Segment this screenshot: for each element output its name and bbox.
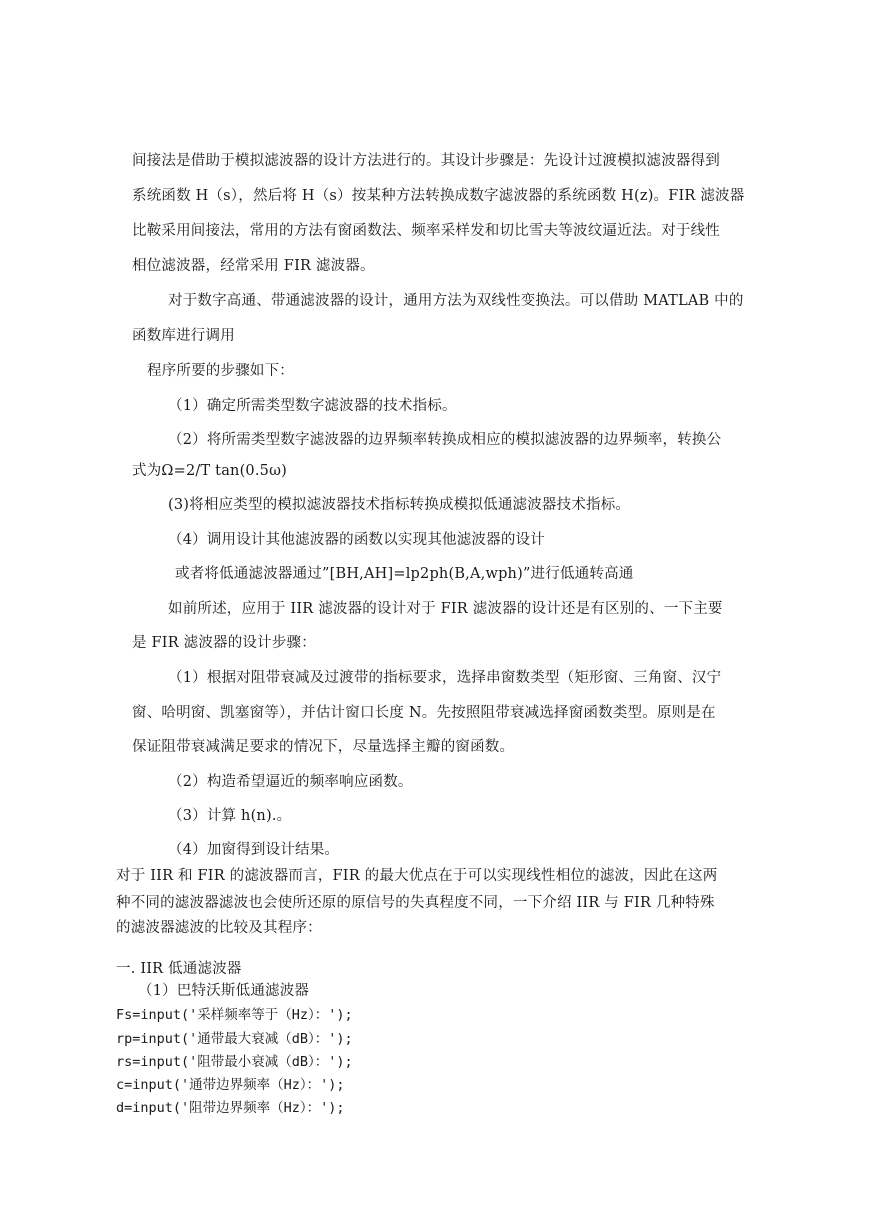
code-line: d=input('阻带边界频率（Hz）：');	[116, 1100, 345, 1116]
paragraph-line: 间接法是借助于模拟滤波器的设计方法进行的。其设计步骤是：先设计过渡模拟滤波器得到	[132, 153, 720, 169]
paragraph-line: 对于 IIR 和 FIR 的滤波器而言，FIR 的最大优点在于可以实现线性相位的滤波，因此在这两	[116, 868, 718, 884]
code-line: Fs=input('采样频率等于（Hz）：');	[116, 1007, 353, 1023]
step-line: （2）构造希望逼近的频率响应函数。	[168, 774, 413, 790]
step-line: （4）调用设计其他滤波器的函数以实现其他滤波器的设计	[168, 532, 545, 548]
code-line: rs=input('阻带最小衰减（dB）：');	[116, 1054, 353, 1070]
paragraph-line: 比鞍采用间接法，常用的方法有窗函数法、频率采样发和切比雪夫等波纹逼近法。对于线性	[132, 223, 720, 239]
paragraph-line: 保证阻带衰减满足要求的情况下，尽量选择主瓣的窗函数。	[132, 739, 515, 755]
paragraph-line: 种不同的滤波器滤波也会使所还原的原信号的失真程度不同，一下介绍 IIR 与 FIR 几种特殊	[116, 895, 715, 911]
paragraph-line: 系统函数 H（s），然后将 H（s）按某种方法转换成数字滤波器的系统函数 H(z)。FIR 滤波器	[132, 188, 745, 204]
step-line: 或者将低通滤波器通过”[BH,AH]=lp2ph(B,A,wph)”进行低通转高通	[175, 566, 634, 582]
paragraph-line: 的滤波器滤波的比较及其程序：	[116, 920, 322, 936]
code-line: c=input('通带边界频率（Hz）：');	[116, 1077, 345, 1093]
step-line: （2）将所需类型数字滤波器的边界频率转换成相应的模拟滤波器的边界频率，转换公	[168, 432, 722, 448]
paragraph-line: 是 FIR 滤波器的设计步骤：	[132, 635, 316, 651]
section-heading: 一. IIR 低通滤波器	[116, 961, 242, 977]
step-line: （3）计算 h(n).。	[168, 808, 292, 824]
paragraph-line: 窗、哈明窗、凯塞窗等），并估计窗口长度 N。先按照阻带衰减选择窗函数类型。原则是在	[132, 705, 716, 721]
step-line: （4）加窗得到设计结果。	[168, 842, 340, 858]
step-line: （1）确定所需类型数字滤波器的技术指标。	[168, 398, 457, 414]
step-line: (3)将相应类型的模拟滤波器技术指标转换成模拟低通滤波器技术指标。	[168, 497, 631, 513]
code-line: rp=input('通带最大衰减（dB）：');	[116, 1031, 353, 1047]
paragraph-line: 程序所要的步骤如下：	[147, 363, 294, 379]
paragraph-line: 函数库进行调用	[132, 328, 235, 344]
subsection-heading: （1）巴特沃斯低通滤波器	[138, 983, 310, 999]
paragraph-line: 如前所述，应用于 IIR 滤波器的设计对于 FIR 滤波器的设计还是有区别的、一下主要	[168, 601, 723, 617]
paragraph-line: 对于数字高通、带通滤波器的设计，通用方法为双线性变换法。可以借助 MATLAB 中的	[168, 293, 744, 309]
step-line: （1）根据对阻带衰减及过渡带的指标要求，选择串窗数类型（矩形窗、三角窗、汉宁	[168, 670, 722, 686]
paragraph-line: 相位滤波器，经常采用 FIR 滤波器。	[132, 258, 375, 274]
formula-line: 式为Ω=2/T tan(0.5ω)	[132, 463, 287, 479]
